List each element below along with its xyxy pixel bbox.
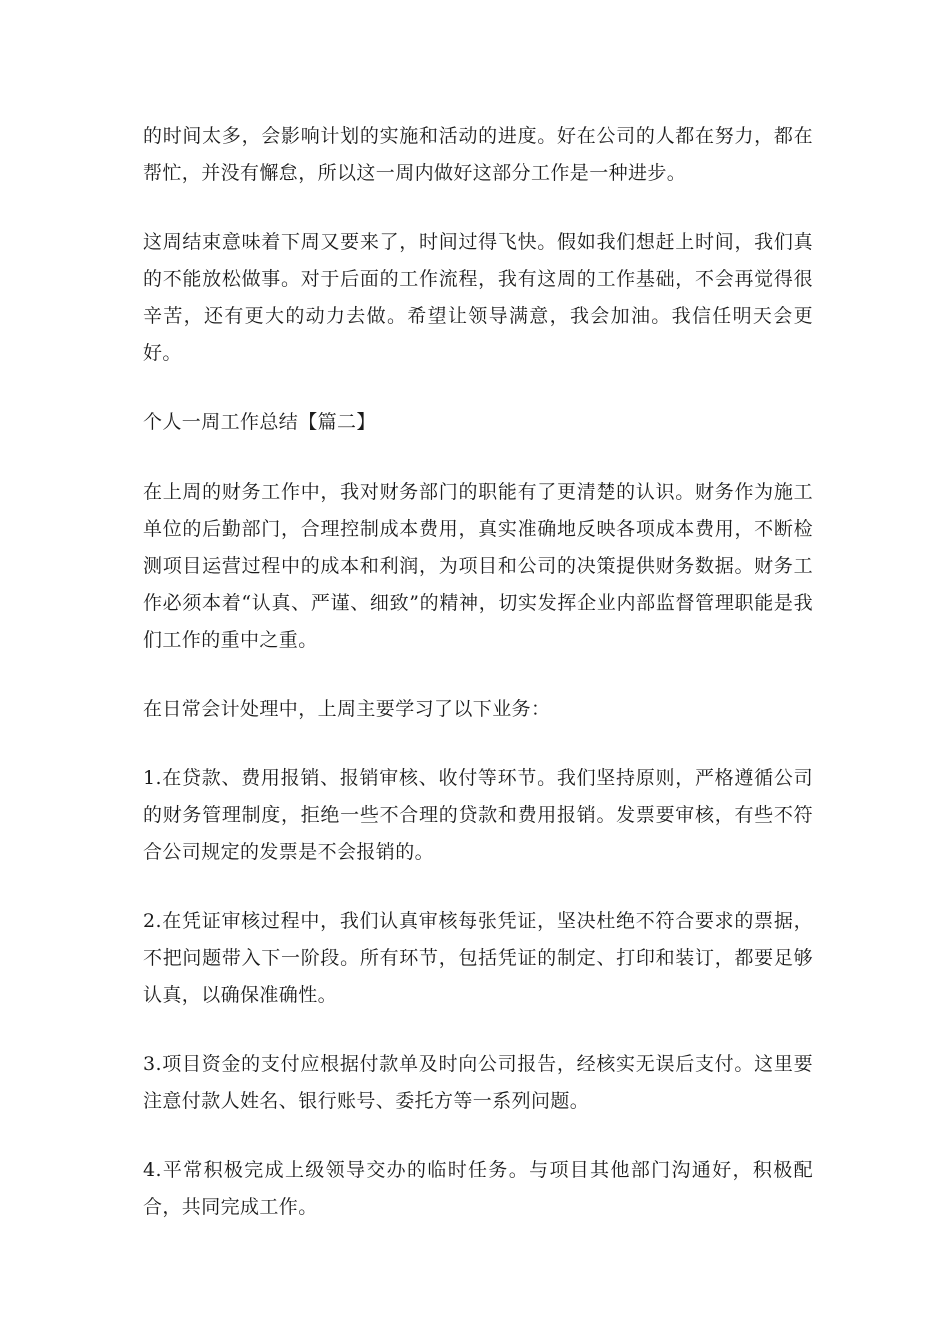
document-body bbox=[143, 118, 813, 1258]
paragraph-continuation: 的时间太多，会影响计划的实施和活动的进度。好在公司的人都在努力，都在帮忙，并没有懈怠，所以这一周内做好这部分工作是一种进步。 bbox=[143, 125, 813, 184]
list-item-1: 1.在贷款、费用报销、报销审核、收付等环节。我们坚持原则，严格遵循公司的财务管理制度，拒绝一些不合理的贷款和费用报销。发票要审核，有些不符合公司规定的发票是不会报销的。 bbox=[143, 767, 813, 863]
paragraph-business-lead: 在日常会计处理中，上周主要学习了以下业务： bbox=[143, 698, 551, 720]
section-heading: 个人一周工作总结【篇二】 bbox=[143, 411, 376, 433]
list-item-3: 3.项目资金的支付应根据付款单及时向公司报告，经核实无误后支付。这里要注意付款人姓名、银行账号、委托方等一系列问题。 bbox=[143, 1053, 813, 1112]
list-item-2: 2.在凭证审核过程中，我们认真审核每张凭证，坚决杜绝不符合要求的票据，不把问题带入下一阶段。所有环节，包括凭证的制定、打印和装订，都要足够认真，以确保准确性。 bbox=[143, 910, 813, 1006]
paragraph-finance-intro: 在上周的财务工作中，我对财务部门的职能有了更清楚的认识。财务作为施工单位的后勤部门，合理控制成本费用，真实准确地反映各项成本费用，不断检测项目运营过程中的成本和利润，为项目和公司的决策提供财务数据。财务工作必须本着“认真、严谨、细致”的精神，切实发挥企业内部监督管理职能是我们工作的重中之重。 bbox=[143, 481, 813, 651]
list-item-4: 4.平常积极完成上级领导交办的临时任务。与项目其他部门沟通好，积极配合，共同完成工作。 bbox=[143, 1159, 813, 1218]
paragraph-week-end: 这周结束意味着下周又要来了，时间过得飞快。假如我们想赶上时间，我们真的不能放松做事。对于后面的工作流程，我有这周的工作基础，不会再觉得很辛苦，还有更大的动力去做。希望让领导满意，我会加油。我信任明天会更好。 bbox=[143, 231, 813, 364]
